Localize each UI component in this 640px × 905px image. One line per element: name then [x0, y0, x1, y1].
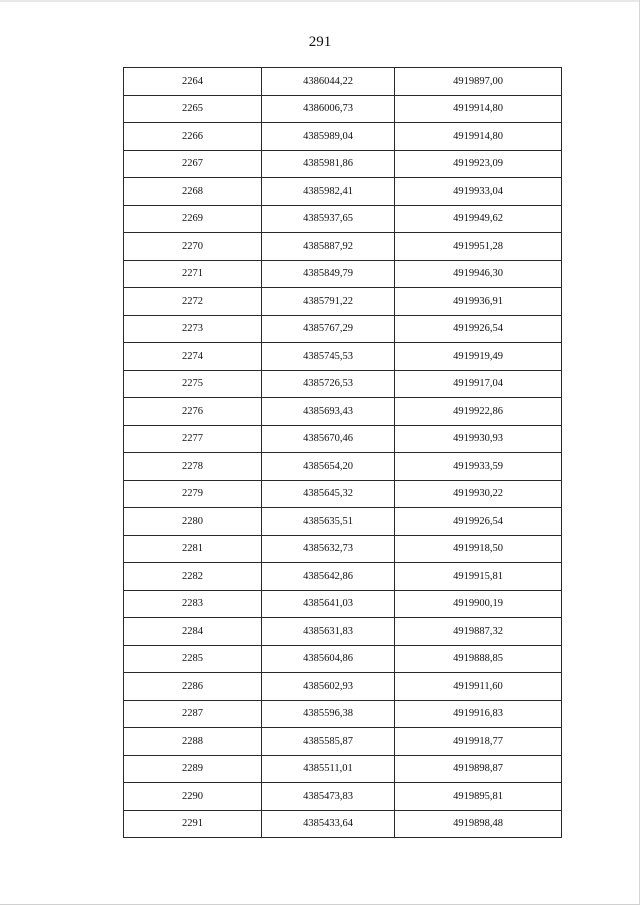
x-coordinate-cell: 4385693,43: [262, 398, 395, 426]
y-coordinate-cell: 4919888,85: [395, 645, 562, 673]
table-row: [124, 645, 562, 673]
x-coordinate-cell: 4385631,83: [262, 618, 395, 646]
point-number-cell: 2268: [124, 178, 262, 206]
point-number-cell: 2269: [124, 205, 262, 233]
point-number-cell: 2271: [124, 260, 262, 288]
x-coordinate-cell: 4385654,20: [262, 453, 395, 481]
table-row: [124, 425, 562, 453]
table-row: [124, 370, 562, 398]
coordinates-table: [123, 67, 562, 838]
y-coordinate-cell: 4919946,30: [395, 260, 562, 288]
table-row: [124, 288, 562, 316]
x-coordinate-cell: 4385989,04: [262, 123, 395, 151]
page-number: 291: [308, 34, 332, 50]
table-row: [124, 315, 562, 343]
y-coordinate-cell: 4919923,09: [395, 150, 562, 178]
point-number-cell: 2266: [124, 123, 262, 151]
x-coordinate-cell: 4385645,32: [262, 480, 395, 508]
x-coordinate-cell: 4385849,79: [262, 260, 395, 288]
table-row: [124, 343, 562, 371]
x-coordinate-cell: 4385511,01: [262, 755, 395, 783]
point-number-cell: 2285: [124, 645, 262, 673]
y-coordinate-cell: 4919918,50: [395, 535, 562, 563]
y-coordinate-cell: 4919917,04: [395, 370, 562, 398]
x-coordinate-cell: 4385596,38: [262, 700, 395, 728]
x-coordinate-cell: 4385473,83: [262, 783, 395, 811]
x-coordinate-cell: 4385982,41: [262, 178, 395, 206]
y-coordinate-cell: 4919926,54: [395, 315, 562, 343]
table-row: [124, 810, 562, 838]
x-coordinate-cell: 4385981,86: [262, 150, 395, 178]
point-number-cell: 2287: [124, 700, 262, 728]
point-number-cell: 2276: [124, 398, 262, 426]
y-coordinate-cell: 4919926,54: [395, 508, 562, 536]
y-coordinate-cell: 4919933,59: [395, 453, 562, 481]
table-row: [124, 398, 562, 426]
y-coordinate-cell: 4919918,77: [395, 728, 562, 756]
y-coordinate-cell: 4919911,60: [395, 673, 562, 701]
table-row: [124, 700, 562, 728]
table-row: [124, 783, 562, 811]
point-number-cell: 2273: [124, 315, 262, 343]
point-number-cell: 2286: [124, 673, 262, 701]
x-coordinate-cell: 4385791,22: [262, 288, 395, 316]
x-coordinate-cell: 4385887,92: [262, 233, 395, 261]
table-row: [124, 150, 562, 178]
point-number-cell: 2283: [124, 590, 262, 618]
scan-edge-top: [0, 0, 640, 2]
y-coordinate-cell: 4919898,87: [395, 755, 562, 783]
point-number-cell: 2264: [124, 68, 262, 96]
y-coordinate-cell: 4919922,86: [395, 398, 562, 426]
y-coordinate-cell: 4919898,48: [395, 810, 562, 838]
x-coordinate-cell: 4386006,73: [262, 95, 395, 123]
point-number-cell: 2284: [124, 618, 262, 646]
y-coordinate-cell: 4919930,93: [395, 425, 562, 453]
table-row: [124, 123, 562, 151]
table-row: [124, 618, 562, 646]
x-coordinate-cell: 4385745,53: [262, 343, 395, 371]
table-row: [124, 453, 562, 481]
point-number-cell: 2272: [124, 288, 262, 316]
table-row: [124, 728, 562, 756]
table-row: [124, 178, 562, 206]
x-coordinate-cell: 4385604,86: [262, 645, 395, 673]
point-number-cell: 2280: [124, 508, 262, 536]
point-number-cell: 2291: [124, 810, 262, 838]
point-number-cell: 2290: [124, 783, 262, 811]
table-row: [124, 535, 562, 563]
x-coordinate-cell: 4385767,29: [262, 315, 395, 343]
point-number-cell: 2265: [124, 95, 262, 123]
point-number-cell: 2281: [124, 535, 262, 563]
table-row: [124, 480, 562, 508]
table-row: [124, 95, 562, 123]
y-coordinate-cell: 4919914,80: [395, 123, 562, 151]
x-coordinate-cell: 4385670,46: [262, 425, 395, 453]
x-coordinate-cell: 4385641,03: [262, 590, 395, 618]
table-row: [124, 233, 562, 261]
y-coordinate-cell: 4919897,00: [395, 68, 562, 96]
point-number-cell: 2267: [124, 150, 262, 178]
x-coordinate-cell: 4385635,51: [262, 508, 395, 536]
table-row: [124, 673, 562, 701]
table-row: [124, 205, 562, 233]
table-row: [124, 68, 562, 96]
y-coordinate-cell: 4919919,49: [395, 343, 562, 371]
y-coordinate-cell: 4919900,19: [395, 590, 562, 618]
x-coordinate-cell: 4385642,86: [262, 563, 395, 591]
point-number-cell: 2288: [124, 728, 262, 756]
y-coordinate-cell: 4919951,28: [395, 233, 562, 261]
point-number-cell: 2289: [124, 755, 262, 783]
x-coordinate-cell: 4385602,93: [262, 673, 395, 701]
coordinates-table-body: [124, 68, 562, 838]
point-number-cell: 2275: [124, 370, 262, 398]
point-number-cell: 2277: [124, 425, 262, 453]
point-number-cell: 2278: [124, 453, 262, 481]
point-number-cell: 2270: [124, 233, 262, 261]
table-row: [124, 755, 562, 783]
x-coordinate-cell: 4385937,65: [262, 205, 395, 233]
table-row: [124, 508, 562, 536]
y-coordinate-cell: 4919914,80: [395, 95, 562, 123]
y-coordinate-cell: 4919895,81: [395, 783, 562, 811]
table-row: [124, 590, 562, 618]
point-number-cell: 2279: [124, 480, 262, 508]
point-number-cell: 2274: [124, 343, 262, 371]
x-coordinate-cell: 4385726,53: [262, 370, 395, 398]
point-number-cell: 2282: [124, 563, 262, 591]
x-coordinate-cell: 4385632,73: [262, 535, 395, 563]
x-coordinate-cell: 4386044,22: [262, 68, 395, 96]
y-coordinate-cell: 4919916,83: [395, 700, 562, 728]
x-coordinate-cell: 4385433,64: [262, 810, 395, 838]
y-coordinate-cell: 4919915,81: [395, 563, 562, 591]
y-coordinate-cell: 4919887,32: [395, 618, 562, 646]
table-row: [124, 563, 562, 591]
table-row: [124, 260, 562, 288]
x-coordinate-cell: 4385585,87: [262, 728, 395, 756]
y-coordinate-cell: 4919930,22: [395, 480, 562, 508]
y-coordinate-cell: 4919949,62: [395, 205, 562, 233]
y-coordinate-cell: 4919933,04: [395, 178, 562, 206]
y-coordinate-cell: 4919936,91: [395, 288, 562, 316]
